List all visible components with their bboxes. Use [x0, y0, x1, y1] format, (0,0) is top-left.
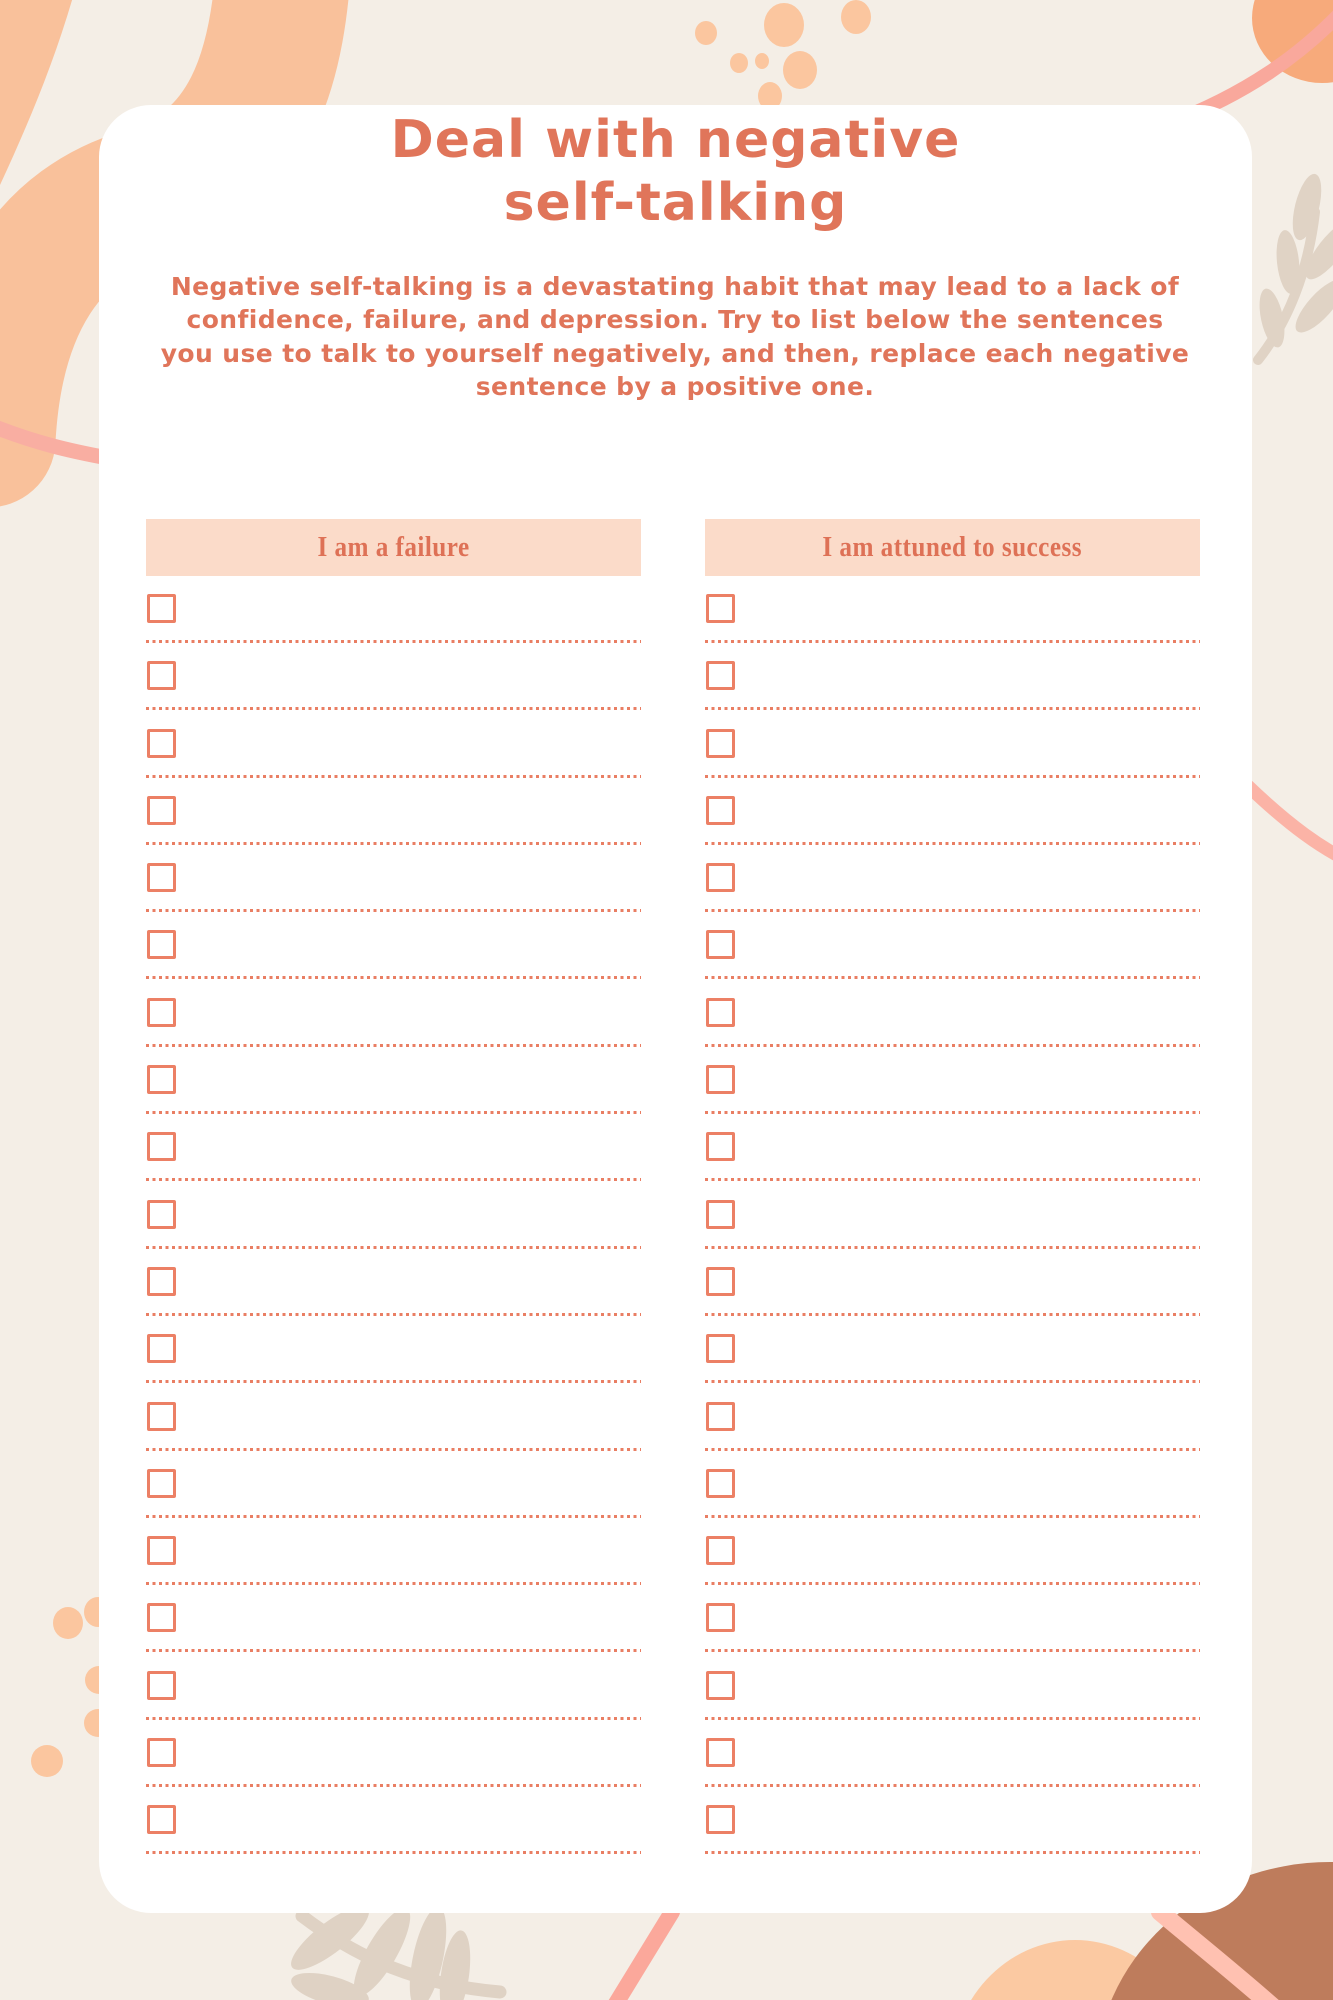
- checkbox[interactable]: [147, 1132, 176, 1161]
- list-item: [146, 1267, 641, 1334]
- answer-line[interactable]: [705, 1313, 1200, 1316]
- answer-line[interactable]: [146, 775, 641, 778]
- answer-line[interactable]: [146, 1582, 641, 1585]
- list-item: [146, 729, 641, 796]
- column-header: [705, 519, 1200, 576]
- checkbox[interactable]: [706, 796, 735, 825]
- list-item: [146, 863, 641, 930]
- answer-line[interactable]: [146, 707, 641, 710]
- checkbox[interactable]: [706, 1671, 735, 1700]
- list-item: [146, 1738, 641, 1805]
- column-positive: [705, 519, 1200, 1873]
- checkbox[interactable]: [706, 930, 735, 959]
- checkbox[interactable]: [706, 1132, 735, 1161]
- list-item: [705, 1132, 1200, 1199]
- list-item: [705, 1334, 1200, 1401]
- column-rows: [146, 594, 641, 1873]
- checkbox[interactable]: [147, 1334, 176, 1363]
- list-item: [146, 1603, 641, 1670]
- checkbox[interactable]: [147, 1536, 176, 1565]
- list-item: [705, 594, 1200, 661]
- answer-line[interactable]: [146, 1313, 641, 1316]
- list-item: [705, 1536, 1200, 1603]
- answer-line[interactable]: [146, 1717, 641, 1720]
- list-item: [146, 998, 641, 1065]
- checkbox[interactable]: [706, 863, 735, 892]
- answer-line[interactable]: [705, 1851, 1200, 1854]
- pink-stroke-bottom: [612, 1912, 672, 2000]
- list-item: [705, 863, 1200, 930]
- list-item: [146, 1536, 641, 1603]
- checkbox[interactable]: [147, 1200, 176, 1229]
- page-description: Negative self-talking is a devastating habit that may lead to a lack of confidence, failure, and depression. Try to list below the sentences you use to talk to yourself negatively, and then, replace each negative sentence by a positive one.: [160, 272, 1190, 401]
- dots-top-center: [695, 0, 871, 110]
- answer-line[interactable]: [146, 1851, 641, 1854]
- answer-line[interactable]: [705, 1448, 1200, 1451]
- answer-line[interactable]: [705, 1178, 1200, 1181]
- checkbox[interactable]: [147, 594, 176, 623]
- list-item: [146, 796, 641, 863]
- answer-line[interactable]: [705, 976, 1200, 979]
- column-header: [146, 519, 641, 576]
- checkbox[interactable]: [147, 1469, 176, 1498]
- list-item: [146, 1132, 641, 1199]
- checkbox[interactable]: [706, 998, 735, 1027]
- column-header-label: I am a failure: [317, 531, 470, 563]
- checkbox[interactable]: [147, 661, 176, 690]
- answer-line[interactable]: [705, 842, 1200, 845]
- checkbox[interactable]: [706, 1334, 735, 1363]
- checkbox[interactable]: [706, 661, 735, 690]
- leaf-sprig-right: [1255, 171, 1333, 360]
- list-item: [146, 1469, 641, 1536]
- answer-line[interactable]: [705, 1582, 1200, 1585]
- answer-line[interactable]: [705, 1380, 1200, 1383]
- list-item: [705, 1469, 1200, 1536]
- answer-line[interactable]: [146, 1649, 641, 1652]
- answer-line[interactable]: [705, 1111, 1200, 1114]
- answer-line[interactable]: [705, 775, 1200, 778]
- checkbox[interactable]: [147, 1065, 176, 1094]
- answer-line[interactable]: [705, 909, 1200, 912]
- checkbox[interactable]: [147, 796, 176, 825]
- checkbox[interactable]: [706, 1603, 735, 1632]
- checkbox[interactable]: [706, 1065, 735, 1094]
- list-item: [146, 1805, 641, 1872]
- checkbox[interactable]: [706, 594, 735, 623]
- answer-line[interactable]: [146, 1448, 641, 1451]
- list-item: [705, 998, 1200, 1065]
- checkbox[interactable]: [147, 1267, 176, 1296]
- answer-line[interactable]: [705, 1649, 1200, 1652]
- column-rows: [705, 594, 1200, 1873]
- list-item: [705, 1805, 1200, 1872]
- answer-line[interactable]: [705, 707, 1200, 710]
- checkbox[interactable]: [147, 863, 176, 892]
- answer-line[interactable]: [146, 1044, 641, 1047]
- checkbox[interactable]: [147, 1603, 176, 1632]
- list-item: [705, 661, 1200, 728]
- list-item: [146, 1402, 641, 1469]
- answer-line[interactable]: [146, 976, 641, 979]
- list-item: [146, 1334, 641, 1401]
- list-item: [705, 1402, 1200, 1469]
- answer-line[interactable]: [146, 1111, 641, 1114]
- answer-line[interactable]: [146, 640, 641, 643]
- checkbox[interactable]: [706, 1200, 735, 1229]
- checkbox[interactable]: [147, 930, 176, 959]
- answer-line[interactable]: [146, 909, 641, 912]
- checkbox[interactable]: [147, 729, 176, 758]
- answer-line[interactable]: [146, 842, 641, 845]
- checkbox[interactable]: [147, 998, 176, 1027]
- list-item: [705, 1738, 1200, 1805]
- answer-line[interactable]: [146, 1515, 641, 1518]
- list-item: [705, 729, 1200, 796]
- checkbox[interactable]: [706, 1738, 735, 1767]
- list-item: [146, 930, 641, 997]
- checkbox[interactable]: [706, 1536, 735, 1565]
- checkbox[interactable]: [706, 1402, 735, 1431]
- answer-line[interactable]: [146, 1380, 641, 1383]
- checkbox[interactable]: [147, 1402, 176, 1431]
- list-item: [705, 1267, 1200, 1334]
- checkbox[interactable]: [706, 1469, 735, 1498]
- list-item: [705, 1065, 1200, 1132]
- list-item: [146, 1200, 641, 1267]
- list-item: [146, 594, 641, 661]
- checkbox[interactable]: [706, 1267, 735, 1296]
- list-item: [705, 796, 1200, 863]
- answer-line[interactable]: [705, 1246, 1200, 1249]
- answer-line[interactable]: [705, 1784, 1200, 1787]
- answer-line[interactable]: [146, 1178, 641, 1181]
- checkbox[interactable]: [147, 1671, 176, 1700]
- page-title: Deal with negative self-talking: [390, 110, 961, 234]
- column-header-label: I am attuned to success: [822, 531, 1083, 563]
- list-item: [146, 1065, 641, 1132]
- answer-line[interactable]: [146, 1784, 641, 1787]
- list-item: [146, 661, 641, 728]
- list-item: [705, 930, 1200, 997]
- pink-stroke-right: [1248, 786, 1333, 861]
- answer-line[interactable]: [705, 1044, 1200, 1047]
- answer-line[interactable]: [705, 1515, 1200, 1518]
- answer-line[interactable]: [705, 1717, 1200, 1720]
- checkbox[interactable]: [706, 1805, 735, 1834]
- list-item: [705, 1200, 1200, 1267]
- checkbox[interactable]: [147, 1738, 176, 1767]
- list-item: [705, 1603, 1200, 1670]
- column-negative: [146, 519, 641, 1873]
- answer-line[interactable]: [705, 640, 1200, 643]
- answer-line[interactable]: [146, 1246, 641, 1249]
- list-item: [705, 1671, 1200, 1738]
- list-item: [146, 1671, 641, 1738]
- checkbox[interactable]: [706, 729, 735, 758]
- columns: [146, 519, 1200, 1873]
- checkbox[interactable]: [147, 1805, 176, 1834]
- worksheet-card: [99, 105, 1252, 1913]
